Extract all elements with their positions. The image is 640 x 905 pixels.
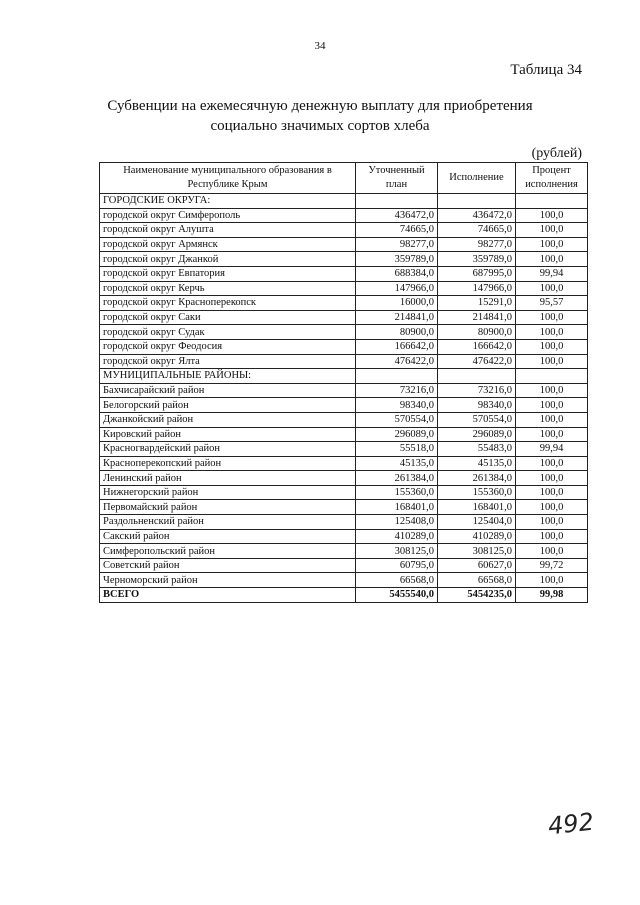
table-row [100, 573, 588, 588]
cell-pct: 100,0 [516, 485, 588, 500]
cell-name: городской округ Керчь [100, 281, 356, 296]
cell-plan: 98340,0 [356, 398, 438, 413]
cell-pct: 99,94 [516, 266, 588, 281]
table-row [100, 339, 588, 354]
cell-name: ГОРОДСКИЕ ОКРУГА: [100, 194, 356, 209]
cell-pct: 99,72 [516, 558, 588, 573]
table-row [100, 310, 588, 325]
cell-plan: 261384,0 [356, 471, 438, 486]
cell-pct: 100,0 [516, 456, 588, 471]
cell-name: городской округ Джанкой [100, 252, 356, 267]
cell-pct [516, 194, 588, 209]
cell-exec: 98277,0 [438, 237, 516, 252]
table-row [100, 223, 588, 238]
cell-exec: 436472,0 [438, 208, 516, 223]
cell-plan: 155360,0 [356, 485, 438, 500]
cell-name: Красноперекопский район [100, 456, 356, 471]
cell-pct: 100,0 [516, 529, 588, 544]
table-row [100, 515, 588, 530]
cell-exec: 687995,0 [438, 266, 516, 281]
cell-exec: 261384,0 [438, 471, 516, 486]
cell-exec: 308125,0 [438, 544, 516, 559]
cell-name: городской округ Евпатория [100, 266, 356, 281]
cell-name: Бахчисарайский район [100, 383, 356, 398]
cell-pct: 100,0 [516, 398, 588, 413]
cell-pct: 100,0 [516, 281, 588, 296]
section-row [100, 194, 588, 209]
table-row [100, 208, 588, 223]
cell-plan: 147966,0 [356, 281, 438, 296]
table-row [100, 252, 588, 267]
section-row [100, 369, 588, 384]
cell-name: городской округ Ялта [100, 354, 356, 369]
table-row [100, 471, 588, 486]
cell-exec [438, 194, 516, 209]
cell-name: городской округ Судак [100, 325, 356, 340]
cell-name: городской округ Алушта [100, 223, 356, 238]
cell-name: Раздольненский район [100, 515, 356, 530]
cell-exec: 66568,0 [438, 573, 516, 588]
cell-exec: 214841,0 [438, 310, 516, 325]
cell-exec: 410289,0 [438, 529, 516, 544]
cell-exec: 476422,0 [438, 354, 516, 369]
header-name: Наименование муниципального образования в Республике Крым [100, 163, 356, 194]
cell-exec: 60627,0 [438, 558, 516, 573]
cell-plan: 55518,0 [356, 442, 438, 457]
cell-plan: 98277,0 [356, 237, 438, 252]
cell-name: Сакский район [100, 529, 356, 544]
cell-name: Кировский район [100, 427, 356, 442]
table-row [100, 354, 588, 369]
page-number: 34 [314, 40, 326, 52]
table-body [100, 194, 588, 603]
cell-plan: 73216,0 [356, 383, 438, 398]
cell-name: Красногвардейский район [100, 442, 356, 457]
cell-plan: 74665,0 [356, 223, 438, 238]
table-row [100, 485, 588, 500]
cell-exec: 98340,0 [438, 398, 516, 413]
cell-name: Нижнегорский район [100, 485, 356, 500]
table-row [100, 442, 588, 457]
cell-plan: 688384,0 [356, 266, 438, 281]
cell-name: Белогорский район [100, 398, 356, 413]
cell-pct: 100,0 [516, 500, 588, 515]
table-row [100, 558, 588, 573]
cell-exec: 125404,0 [438, 515, 516, 530]
table-caption: Таблица 34 [510, 62, 582, 78]
cell-pct: 100,0 [516, 515, 588, 530]
cell-pct: 100,0 [516, 354, 588, 369]
cell-plan: 359789,0 [356, 252, 438, 267]
cell-plan: 45135,0 [356, 456, 438, 471]
cell-pct: 100,0 [516, 412, 588, 427]
cell-exec: 168401,0 [438, 500, 516, 515]
header-pct: Процент исполнения [516, 163, 588, 194]
cell-plan: 5455540,0 [356, 588, 438, 603]
cell-pct: 100,0 [516, 573, 588, 588]
cell-name: ВСЕГО [100, 588, 356, 603]
cell-plan: 166642,0 [356, 339, 438, 354]
cell-plan: 296089,0 [356, 427, 438, 442]
cell-name: Первомайский район [100, 500, 356, 515]
cell-pct: 100,0 [516, 339, 588, 354]
cell-plan: 436472,0 [356, 208, 438, 223]
cell-exec: 155360,0 [438, 485, 516, 500]
cell-pct: 99,94 [516, 442, 588, 457]
cell-pct: 100,0 [516, 252, 588, 267]
cell-exec: 15291,0 [438, 296, 516, 311]
cell-exec: 55483,0 [438, 442, 516, 457]
table-row [100, 296, 588, 311]
cell-exec: 570554,0 [438, 412, 516, 427]
document-title [0, 96, 640, 136]
cell-exec: 359789,0 [438, 252, 516, 267]
table-row [100, 398, 588, 413]
table-row [100, 266, 588, 281]
cell-plan: 476422,0 [356, 354, 438, 369]
cell-pct: 100,0 [516, 427, 588, 442]
cell-name: МУНИЦИПАЛЬНЫЕ РАЙОНЫ: [100, 369, 356, 384]
title-line-2: социально значимых сортов хлеба [210, 118, 430, 134]
cell-pct: 99,98 [516, 588, 588, 603]
table-row [100, 237, 588, 252]
total-row [100, 588, 588, 603]
cell-plan: 125408,0 [356, 515, 438, 530]
cell-pct: 100,0 [516, 383, 588, 398]
cell-plan: 60795,0 [356, 558, 438, 573]
cell-pct: 100,0 [516, 223, 588, 238]
table-row [100, 427, 588, 442]
cell-name: городской округ Симферополь [100, 208, 356, 223]
cell-pct: 100,0 [516, 310, 588, 325]
cell-exec: 296089,0 [438, 427, 516, 442]
cell-name: городской округ Феодосия [100, 339, 356, 354]
cell-exec [438, 369, 516, 384]
table-row [100, 544, 588, 559]
cell-name: Ленинский район [100, 471, 356, 486]
table-row [100, 281, 588, 296]
cell-plan: 66568,0 [356, 573, 438, 588]
cell-name: городской округ Красноперекопск [100, 296, 356, 311]
cell-name: Симферопольский район [100, 544, 356, 559]
cell-plan [356, 369, 438, 384]
cell-plan: 80900,0 [356, 325, 438, 340]
cell-plan [356, 194, 438, 209]
units-label: (рублей) [531, 146, 582, 161]
header-exec: Исполнение [438, 163, 516, 194]
cell-plan: 168401,0 [356, 500, 438, 515]
cell-name: Советский район [100, 558, 356, 573]
cell-plan: 308125,0 [356, 544, 438, 559]
header-plan: Уточненный план [356, 163, 438, 194]
cell-plan: 214841,0 [356, 310, 438, 325]
cell-name: городской округ Армянск [100, 237, 356, 252]
cell-name: городской округ Саки [100, 310, 356, 325]
cell-pct: 100,0 [516, 544, 588, 559]
handwritten-number: 492 [546, 807, 596, 841]
title-line-1: Субвенции на ежемесячную денежную выплату для приобретения [107, 98, 533, 114]
table-row [100, 456, 588, 471]
cell-exec: 147966,0 [438, 281, 516, 296]
cell-exec: 45135,0 [438, 456, 516, 471]
cell-plan: 570554,0 [356, 412, 438, 427]
cell-name: Джанкойский район [100, 412, 356, 427]
cell-plan: 410289,0 [356, 529, 438, 544]
cell-exec: 74665,0 [438, 223, 516, 238]
cell-exec: 166642,0 [438, 339, 516, 354]
table-row [100, 529, 588, 544]
cell-name: Черноморский район [100, 573, 356, 588]
table-row [100, 500, 588, 515]
cell-exec: 80900,0 [438, 325, 516, 340]
cell-pct [516, 369, 588, 384]
table-row [100, 412, 588, 427]
cell-pct: 100,0 [516, 237, 588, 252]
table-row [100, 383, 588, 398]
cell-pct: 100,0 [516, 208, 588, 223]
cell-exec: 5454235,0 [438, 588, 516, 603]
cell-exec: 73216,0 [438, 383, 516, 398]
cell-plan: 16000,0 [356, 296, 438, 311]
subsidy-table [99, 162, 588, 603]
cell-pct: 100,0 [516, 325, 588, 340]
cell-pct: 100,0 [516, 471, 588, 486]
header-row [100, 163, 588, 194]
cell-pct: 95,57 [516, 296, 588, 311]
table-row [100, 325, 588, 340]
